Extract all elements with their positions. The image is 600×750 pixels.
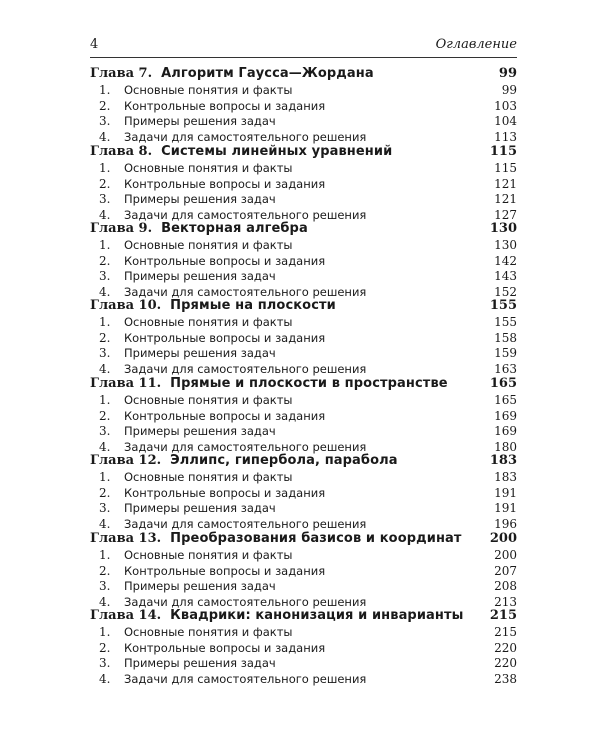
section-entry[interactable] bbox=[90, 130, 517, 146]
chapter-label: Глава 13. bbox=[90, 531, 162, 546]
section-entry-left bbox=[90, 208, 366, 222]
section-number: 3. bbox=[99, 501, 111, 515]
chapter-heading[interactable] bbox=[90, 531, 517, 548]
section-number: 2. bbox=[99, 253, 111, 268]
section-entry-left bbox=[90, 656, 276, 670]
section-number: 3. bbox=[99, 114, 111, 128]
section-entry-left bbox=[90, 177, 325, 191]
chapter-label: Глава 10. bbox=[90, 298, 162, 313]
section-entry[interactable] bbox=[90, 409, 517, 425]
section-page-number: 159 bbox=[494, 346, 517, 360]
section-number: 2. bbox=[99, 408, 111, 423]
section-title: Основные понятия и факты bbox=[124, 83, 293, 97]
section-title: Примеры решения задач bbox=[124, 424, 276, 438]
section-entry-left bbox=[90, 130, 366, 144]
section-number: 2. bbox=[99, 485, 111, 500]
section-number: 4. bbox=[99, 594, 111, 609]
section-entry[interactable] bbox=[90, 424, 517, 440]
chapter-block bbox=[90, 66, 517, 145]
chapter-page-number: 200 bbox=[489, 531, 517, 546]
section-number: 3. bbox=[99, 346, 111, 360]
section-page-number: 121 bbox=[494, 176, 517, 191]
section-entry[interactable] bbox=[90, 672, 517, 688]
section-number: 2. bbox=[99, 98, 111, 113]
section-number: 3. bbox=[99, 192, 111, 206]
section-entry[interactable] bbox=[90, 548, 517, 564]
section-entry-left bbox=[90, 595, 366, 609]
section-entry-left bbox=[90, 501, 276, 515]
section-number: 1. bbox=[99, 315, 111, 329]
chapter-label: Глава 8. bbox=[90, 144, 153, 159]
chapter-label: Глава 7. bbox=[90, 66, 153, 81]
section-page-number: 163 bbox=[494, 361, 517, 376]
section-entry-left bbox=[90, 409, 325, 423]
section-title: Примеры решения задач bbox=[124, 192, 276, 206]
section-entry[interactable] bbox=[90, 315, 517, 331]
section-page-number: 220 bbox=[494, 656, 517, 670]
chapter-heading[interactable] bbox=[90, 376, 517, 393]
section-entry-left bbox=[90, 315, 293, 329]
section-entry[interactable] bbox=[90, 177, 517, 193]
section-entry-left bbox=[90, 564, 325, 578]
section-entry[interactable] bbox=[90, 269, 517, 285]
section-entry-left bbox=[90, 362, 366, 376]
section-entry-left bbox=[90, 331, 325, 345]
section-page-number: 207 bbox=[494, 563, 517, 578]
section-number: 3. bbox=[99, 656, 111, 670]
section-title: Задачи для самостоятельного решения bbox=[124, 129, 367, 144]
section-entry[interactable] bbox=[90, 99, 517, 115]
section-number: 3. bbox=[99, 579, 111, 593]
section-title: Задачи для самостоятельного решения bbox=[124, 594, 367, 609]
section-entry-left bbox=[90, 440, 366, 454]
section-page-number: 99 bbox=[501, 83, 517, 97]
section-entry[interactable] bbox=[90, 346, 517, 362]
chapter-heading-left bbox=[90, 453, 398, 468]
section-page-number: 142 bbox=[494, 253, 517, 268]
section-number: 1. bbox=[99, 470, 111, 484]
chapter-heading[interactable] bbox=[90, 298, 517, 315]
chapter-title: Системы линейных уравнений bbox=[161, 144, 393, 159]
section-entry[interactable] bbox=[90, 254, 517, 270]
section-entry-left bbox=[90, 424, 276, 438]
section-title: Примеры решения задач bbox=[124, 656, 276, 670]
section-entry[interactable] bbox=[90, 501, 517, 517]
section-page-number: 143 bbox=[494, 269, 517, 283]
chapter-title: Алгоритм Гаусса—Жордана bbox=[161, 66, 374, 81]
section-title: Задачи для самостоятельного решения bbox=[124, 671, 367, 686]
section-title: Контрольные вопросы и задания bbox=[124, 563, 326, 578]
section-title: Задачи для самостоятельного решения bbox=[124, 516, 367, 531]
chapter-heading-left bbox=[90, 298, 336, 313]
section-entry[interactable] bbox=[90, 331, 517, 347]
section-entry-left bbox=[90, 254, 325, 268]
chapter-heading[interactable] bbox=[90, 453, 517, 470]
section-page-number: 191 bbox=[494, 485, 517, 500]
section-entry-left bbox=[90, 346, 276, 360]
chapter-page-number: 183 bbox=[489, 453, 517, 468]
section-title: Контрольные вопросы и задания bbox=[124, 176, 326, 191]
chapter-block bbox=[90, 531, 517, 610]
section-number: 1. bbox=[99, 393, 111, 407]
section-title: Задачи для самостоятельного решения bbox=[124, 361, 367, 376]
chapter-title: Векторная алгебра bbox=[161, 221, 308, 236]
section-title: Контрольные вопросы и задания bbox=[124, 408, 326, 423]
section-entry-left bbox=[90, 548, 293, 562]
section-entry-left bbox=[90, 672, 366, 686]
section-number: 4. bbox=[99, 516, 111, 531]
chapter-title: Квадрики: канонизация и инварианты bbox=[170, 608, 464, 623]
chapter-page-number: 115 bbox=[489, 144, 517, 159]
chapter-heading[interactable] bbox=[90, 221, 517, 238]
section-number: 1. bbox=[99, 161, 111, 175]
section-entry[interactable] bbox=[90, 393, 517, 409]
section-number: 4. bbox=[99, 207, 111, 222]
chapter-title: Эллипс, гипербола, парабола bbox=[170, 453, 398, 468]
section-page-number: 165 bbox=[494, 393, 517, 407]
section-title: Задачи для самостоятельного решения bbox=[124, 284, 367, 299]
section-page-number: 121 bbox=[494, 192, 517, 206]
section-title: Основные понятия и факты bbox=[124, 625, 293, 639]
chapter-page-number: 165 bbox=[489, 376, 517, 391]
section-entry-left bbox=[90, 161, 293, 175]
section-page-number: 238 bbox=[494, 671, 517, 686]
section-title: Основные понятия и факты bbox=[124, 161, 293, 175]
chapter-block bbox=[90, 221, 517, 300]
chapter-heading-left bbox=[90, 376, 448, 391]
section-title: Основные понятия и факты bbox=[124, 393, 293, 407]
section-title: Контрольные вопросы и задания bbox=[124, 330, 326, 345]
section-entry[interactable] bbox=[90, 641, 517, 657]
chapter-heading-left bbox=[90, 608, 464, 623]
chapter-heading[interactable] bbox=[90, 144, 517, 161]
section-page-number: 183 bbox=[494, 470, 517, 484]
section-number: 4. bbox=[99, 439, 111, 454]
section-title: Примеры решения задач bbox=[124, 501, 276, 515]
section-page-number: 208 bbox=[494, 579, 517, 593]
section-number: 2. bbox=[99, 563, 111, 578]
section-number: 2. bbox=[99, 640, 111, 655]
section-entry[interactable] bbox=[90, 238, 517, 254]
section-page-number: 213 bbox=[494, 594, 517, 609]
section-page-number: 169 bbox=[494, 424, 517, 438]
section-page-number: 152 bbox=[494, 284, 517, 299]
section-entry-left bbox=[90, 83, 293, 97]
section-page-number: 155 bbox=[494, 315, 517, 329]
chapter-block bbox=[90, 376, 517, 455]
section-entry-left bbox=[90, 470, 293, 484]
section-page-number: 215 bbox=[494, 625, 517, 639]
running-header bbox=[90, 37, 517, 58]
section-title: Основные понятия и факты bbox=[124, 238, 293, 252]
section-page-number: 191 bbox=[494, 501, 517, 515]
section-number: 4. bbox=[99, 129, 111, 144]
section-number: 3. bbox=[99, 269, 111, 283]
section-entry-left bbox=[90, 625, 293, 639]
chapter-page-number: 155 bbox=[489, 298, 517, 313]
section-entry[interactable] bbox=[90, 564, 517, 580]
chapter-page-number: 130 bbox=[489, 221, 517, 236]
section-number: 4. bbox=[99, 671, 111, 686]
section-entry[interactable] bbox=[90, 656, 517, 672]
chapter-heading-left bbox=[90, 66, 374, 81]
section-entry-left bbox=[90, 486, 325, 500]
section-number: 1. bbox=[99, 238, 111, 252]
section-title: Контрольные вопросы и задания bbox=[124, 98, 326, 113]
section-title: Примеры решения задач bbox=[124, 346, 276, 360]
section-entry[interactable] bbox=[90, 161, 517, 177]
section-entry[interactable] bbox=[90, 486, 517, 502]
section-title: Задачи для самостоятельного решения bbox=[124, 207, 367, 222]
section-page-number: 115 bbox=[494, 161, 517, 175]
section-page-number: 220 bbox=[494, 640, 517, 655]
section-entry-left bbox=[90, 99, 325, 113]
chapter-label: Глава 9. bbox=[90, 221, 153, 236]
section-page-number: 103 bbox=[494, 98, 517, 113]
section-number: 4. bbox=[99, 284, 111, 299]
section-title: Примеры решения задач bbox=[124, 269, 276, 283]
section-number: 2. bbox=[99, 330, 111, 345]
section-page-number: 104 bbox=[494, 114, 517, 128]
section-page-number: 180 bbox=[494, 439, 517, 454]
section-title: Основные понятия и факты bbox=[124, 315, 293, 329]
section-entry[interactable] bbox=[90, 83, 517, 99]
section-page-number: 196 bbox=[494, 516, 517, 531]
chapter-label: Глава 11. bbox=[90, 376, 162, 391]
section-entry[interactable] bbox=[90, 362, 517, 378]
section-page-number: 158 bbox=[494, 330, 517, 345]
chapter-heading-left bbox=[90, 144, 392, 159]
chapter-block bbox=[90, 453, 517, 532]
running-title: Оглавление bbox=[435, 37, 517, 52]
chapter-heading[interactable] bbox=[90, 608, 517, 625]
section-entry-left bbox=[90, 238, 293, 252]
section-title: Контрольные вопросы и задания bbox=[124, 253, 326, 268]
section-page-number: 113 bbox=[494, 129, 517, 144]
chapter-title: Преобразования базисов и координат bbox=[170, 531, 462, 546]
section-title: Примеры решения задач bbox=[124, 579, 276, 593]
chapter-label: Глава 14. bbox=[90, 608, 162, 623]
section-page-number: 169 bbox=[494, 408, 517, 423]
chapter-page-number: 99 bbox=[498, 66, 517, 81]
chapter-block bbox=[90, 144, 517, 223]
chapter-block bbox=[90, 608, 517, 687]
section-entry[interactable] bbox=[90, 470, 517, 486]
section-entry-left bbox=[90, 579, 276, 593]
section-number: 1. bbox=[99, 83, 111, 97]
section-page-number: 130 bbox=[494, 238, 517, 252]
chapter-title: Прямые и плоскости в пространстве bbox=[170, 376, 448, 391]
section-number: 2. bbox=[99, 176, 111, 191]
section-entry[interactable] bbox=[90, 517, 517, 533]
section-title: Примеры решения задач bbox=[124, 114, 276, 128]
chapter-page-number: 215 bbox=[489, 608, 517, 623]
section-entry-left bbox=[90, 393, 293, 407]
section-entry-left bbox=[90, 285, 366, 299]
section-entry[interactable] bbox=[90, 114, 517, 130]
section-entry[interactable] bbox=[90, 579, 517, 595]
section-title: Основные понятия и факты bbox=[124, 548, 293, 562]
section-number: 1. bbox=[99, 625, 111, 639]
chapter-title: Прямые на плоскости bbox=[170, 298, 336, 313]
section-title: Основные понятия и факты bbox=[124, 470, 293, 484]
chapter-heading-left bbox=[90, 531, 462, 546]
chapter-heading-left bbox=[90, 221, 308, 236]
section-entry-left bbox=[90, 114, 276, 128]
section-title: Контрольные вопросы и задания bbox=[124, 485, 326, 500]
section-number: 1. bbox=[99, 548, 111, 562]
section-page-number: 127 bbox=[494, 207, 517, 222]
section-entry[interactable] bbox=[90, 625, 517, 641]
section-number: 4. bbox=[99, 361, 111, 376]
chapter-heading[interactable] bbox=[90, 66, 517, 83]
section-entry-left bbox=[90, 192, 276, 206]
section-entry[interactable] bbox=[90, 192, 517, 208]
section-number: 3. bbox=[99, 424, 111, 438]
section-entry-left bbox=[90, 641, 325, 655]
section-title: Контрольные вопросы и задания bbox=[124, 640, 326, 655]
section-entry-left bbox=[90, 517, 366, 531]
section-title: Задачи для самостоятельного решения bbox=[124, 439, 367, 454]
section-entry-left bbox=[90, 269, 276, 283]
chapter-label: Глава 12. bbox=[90, 453, 162, 468]
chapter-block bbox=[90, 298, 517, 377]
section-page-number: 200 bbox=[494, 548, 517, 562]
page-number: 4 bbox=[90, 37, 99, 52]
